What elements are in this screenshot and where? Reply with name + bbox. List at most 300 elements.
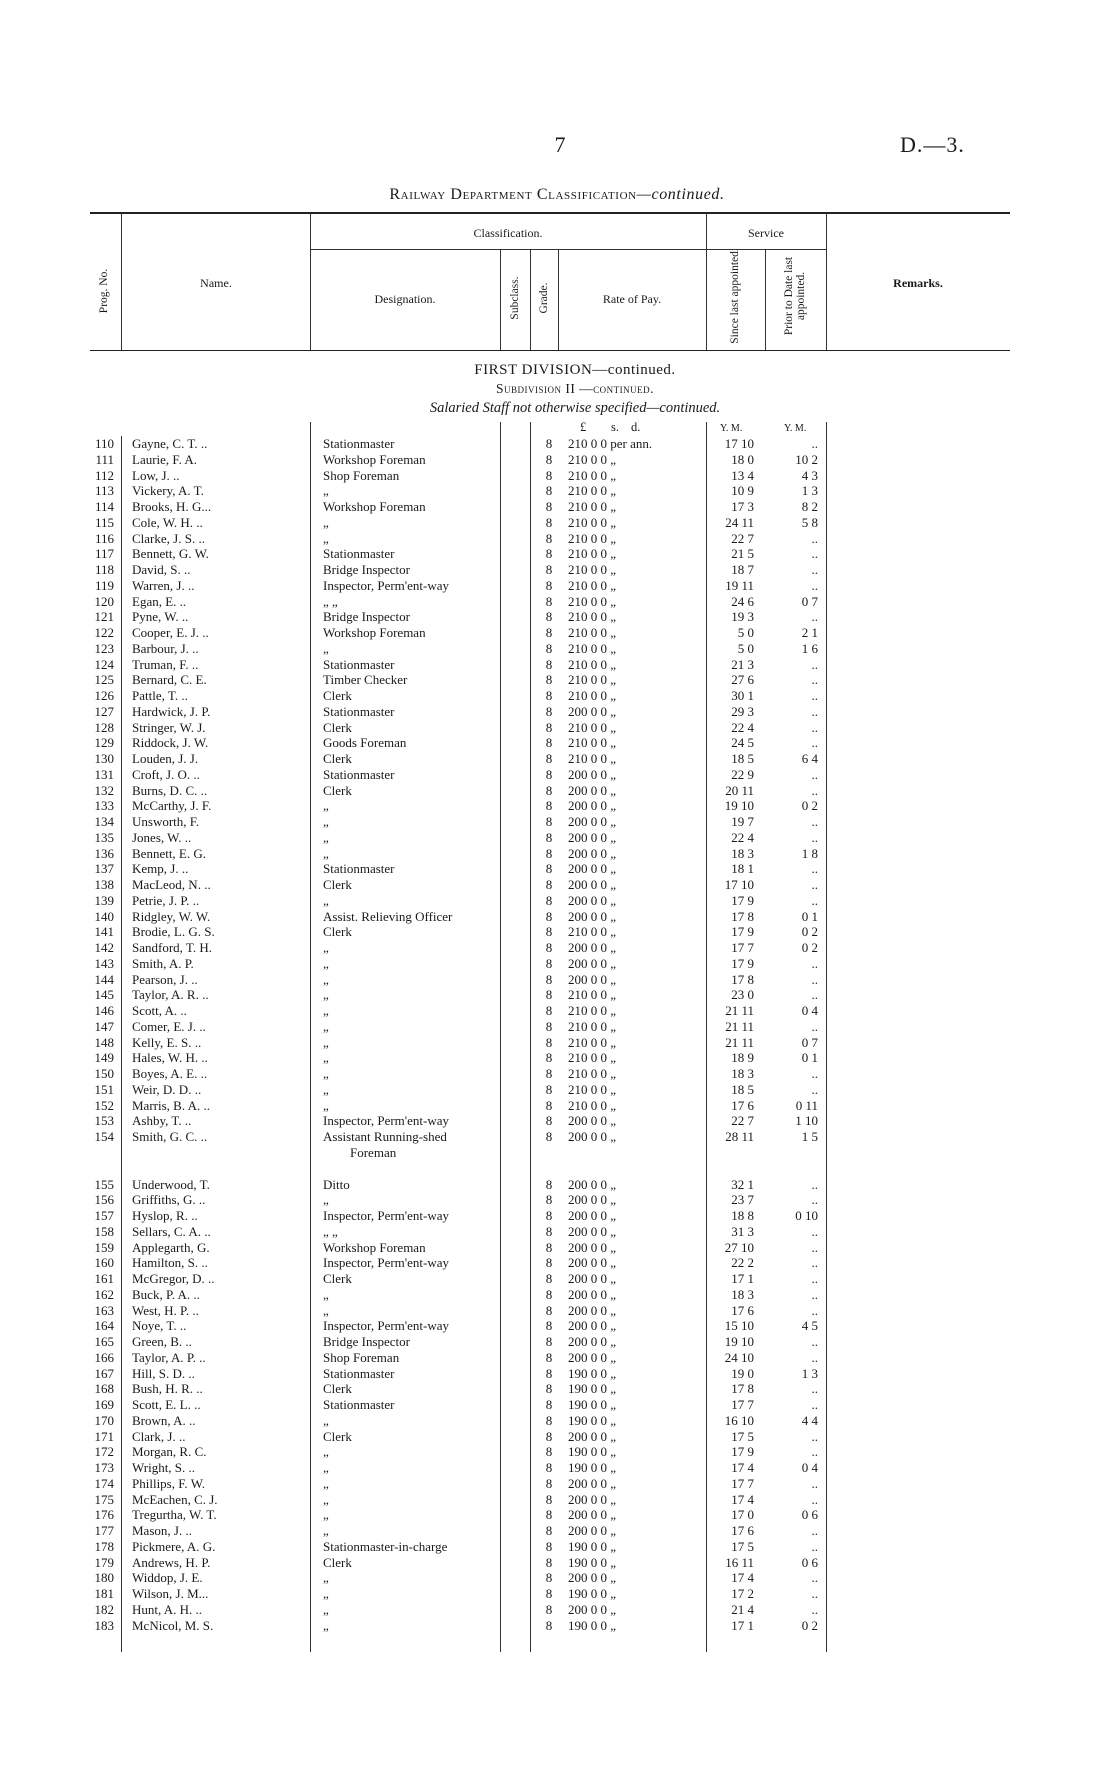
rate-of-pay-cell: 200 0 0 „ xyxy=(568,1318,617,1334)
grade-cell: 8 xyxy=(545,609,553,625)
table-row xyxy=(0,1019,1114,1035)
since-last-appointed-cell: 32 1 xyxy=(731,1176,754,1192)
prior-to-date-cell: 0 2 xyxy=(801,798,818,814)
name-cell: Bennett, E. G. xyxy=(132,845,207,861)
designation-cell: „ xyxy=(323,971,329,987)
table-row xyxy=(0,1003,1114,1019)
prog-no-cell: 153 xyxy=(94,1113,114,1129)
rate-of-pay-cell: 200 0 0 „ xyxy=(568,955,617,971)
since-last-appointed-cell: 17 4 xyxy=(731,1460,754,1475)
name-cell: Stringer, W. J. xyxy=(132,719,206,735)
prior-to-date-cell: .. xyxy=(811,719,818,735)
table-row xyxy=(0,1350,1114,1366)
table-row xyxy=(0,1208,1114,1224)
name-cell: Low, J. .. xyxy=(132,467,180,483)
table-row xyxy=(0,1476,1114,1492)
grade-cell: 8 xyxy=(545,1460,553,1475)
grade-cell: 8 xyxy=(545,1239,553,1255)
name-cell: Smith, A. P. xyxy=(132,955,194,971)
grade-cell: 8 xyxy=(545,1617,553,1633)
table-row xyxy=(0,562,1114,578)
name-cell: McNicol, M. S. xyxy=(132,1617,214,1633)
rate-of-pay-cell: 190 0 0 „ xyxy=(568,1397,617,1412)
prior-to-date-cell: .. xyxy=(811,1601,818,1617)
prog-no-cell: 149 xyxy=(94,1050,114,1066)
prior-to-date-cell: .. xyxy=(811,1255,818,1271)
prior-to-date-cell: .. xyxy=(811,877,818,892)
grade-cell: 8 xyxy=(545,640,553,656)
designation-cell: Assist. Relieving Officer xyxy=(323,908,453,924)
prior-to-date-cell: 4 5 xyxy=(801,1318,818,1334)
grade-cell: 8 xyxy=(545,1271,553,1286)
rate-of-pay-cell: 210 0 0 „ xyxy=(568,483,617,499)
designation-cell: Stationmaster xyxy=(323,436,395,451)
designation-cell: „ xyxy=(323,829,329,845)
since-last-appointed-cell: 22 4 xyxy=(731,829,754,845)
grade-cell: 8 xyxy=(545,1192,553,1208)
table-row xyxy=(0,1334,1114,1350)
prog-no-cell: 167 xyxy=(94,1365,114,1381)
designation-cell: Assistant Running-shed xyxy=(323,1129,447,1144)
table-row xyxy=(0,940,1114,956)
grade-cell: 8 xyxy=(545,1570,553,1586)
name-cell: Croft, J. O. .. xyxy=(132,766,200,782)
since-last-appointed-cell: 31 3 xyxy=(731,1223,754,1239)
table-row xyxy=(0,1240,1114,1256)
grade-cell: 8 xyxy=(545,1081,553,1097)
designation-continuation-cell: Foreman xyxy=(350,1144,397,1160)
unit-prior-ym: Y. M. xyxy=(784,423,807,434)
table-row xyxy=(0,578,1114,594)
rate-of-pay-cell: 190 0 0 „ xyxy=(568,1365,617,1381)
prior-to-date-cell: .. xyxy=(811,1066,818,1081)
table-row xyxy=(0,1066,1114,1082)
designation-cell: Clerk xyxy=(323,924,352,940)
name-cell: Hardwick, J. P. xyxy=(132,703,211,719)
name-cell: Pickmere, A. G. xyxy=(132,1538,216,1554)
rate-of-pay-cell: 200 0 0 „ xyxy=(568,1428,617,1444)
since-last-appointed-cell: 17 6 xyxy=(731,1097,754,1113)
table-row xyxy=(0,783,1114,799)
unit-pounds: £ xyxy=(580,420,587,434)
grade-cell: 8 xyxy=(545,1066,553,1081)
prog-no-cell: 159 xyxy=(94,1239,114,1255)
since-last-appointed-cell: 17 9 xyxy=(731,892,754,908)
name-cell: Noye, T. .. xyxy=(132,1318,187,1334)
since-last-appointed-cell: 18 1 xyxy=(731,861,754,877)
designation-cell: „ xyxy=(323,1097,329,1113)
grade-cell: 8 xyxy=(545,924,553,940)
grade-cell: 8 xyxy=(545,1586,553,1601)
unit-since-ym: Y. M. xyxy=(720,423,743,434)
prior-to-date-cell: .. xyxy=(811,1192,818,1208)
name-cell: Morgan, R. C. xyxy=(132,1444,207,1460)
name-cell: Weir, D. D. .. xyxy=(132,1081,202,1097)
since-last-appointed-cell: 17 0 xyxy=(731,1507,754,1523)
section-staff-text: Salaried Staff not otherwise specified—continued. xyxy=(429,400,721,416)
grade-cell: 8 xyxy=(545,1444,553,1460)
prior-to-date-cell: .. xyxy=(811,1302,818,1318)
prog-no-cell: 177 xyxy=(94,1523,114,1538)
grade-cell: 8 xyxy=(545,1034,553,1050)
designation-cell: Clerk xyxy=(323,719,352,735)
name-cell: Cole, W. H. .. xyxy=(132,514,203,530)
name-cell: Barbour, J. .. xyxy=(132,640,199,656)
name-cell: David, S. .. xyxy=(132,562,191,577)
since-last-appointed-cell: 28 11 xyxy=(725,1129,754,1144)
grade-cell: 8 xyxy=(545,1176,553,1192)
grade-cell: 8 xyxy=(545,436,553,451)
name-cell: Riddock, J. W. xyxy=(132,735,209,751)
table-row xyxy=(0,625,1114,641)
name-cell: Widdop, J. E. xyxy=(132,1570,203,1586)
since-last-appointed-cell: 17 7 xyxy=(731,1397,754,1412)
designation-cell: „ xyxy=(323,530,329,546)
grade-cell: 8 xyxy=(545,940,553,955)
table-row xyxy=(0,924,1114,940)
grade-cell: 8 xyxy=(545,1334,553,1349)
rate-of-pay-cell: 200 0 0 „ xyxy=(568,829,617,845)
since-last-appointed-cell: 18 0 xyxy=(731,451,754,467)
rate-of-pay-cell: 190 0 0 „ xyxy=(568,1538,617,1554)
prog-no-cell: 152 xyxy=(94,1097,114,1113)
since-last-appointed-cell: 17 3 xyxy=(731,499,754,514)
name-cell: Egan, E. .. xyxy=(132,593,187,609)
grade-cell: 8 xyxy=(545,625,553,640)
rate-of-pay-cell: 210 0 0 „ xyxy=(568,625,617,640)
grade-cell: 8 xyxy=(545,892,553,908)
rate-of-pay-cell: 200 0 0 „ xyxy=(568,1334,617,1349)
table-row xyxy=(0,987,1114,1003)
grade-cell: 8 xyxy=(545,1601,553,1617)
table-row xyxy=(0,1602,1114,1618)
grade-cell: 8 xyxy=(545,672,553,688)
name-cell: Buck, P. A. .. xyxy=(132,1286,200,1302)
unit-shillings: s. xyxy=(611,420,619,434)
since-last-appointed-cell: 20 11 xyxy=(725,782,754,798)
prior-to-date-cell: .. xyxy=(811,703,818,719)
prog-no-cell: 138 xyxy=(94,877,114,892)
since-last-appointed-cell: 17 5 xyxy=(731,1428,754,1444)
name-cell: Pearson, J. .. xyxy=(132,971,198,987)
since-last-appointed-cell: 17 2 xyxy=(731,1586,754,1601)
since-last-appointed-cell: 17 7 xyxy=(731,1475,754,1491)
table-row xyxy=(0,972,1114,988)
table-row xyxy=(0,1381,1114,1397)
prog-no-cell: 127 xyxy=(94,703,114,719)
rate-of-pay-cell: 210 0 0 „ xyxy=(568,593,617,609)
designation-cell: Stationmaster xyxy=(323,546,395,562)
prior-to-date-cell: 0 11 xyxy=(795,1097,818,1113)
prog-no-cell: 169 xyxy=(94,1397,114,1412)
grade-cell: 8 xyxy=(545,467,553,483)
rate-of-pay-cell: 210 0 0 „ xyxy=(568,530,617,546)
name-cell: Vickery, A. T. xyxy=(132,483,204,499)
rate-of-pay-cell: 210 0 0 „ xyxy=(568,924,617,940)
designation-cell: Clerk xyxy=(323,688,352,703)
since-last-appointed-cell: 23 0 xyxy=(731,987,754,1003)
since-last-appointed-cell: 17 4 xyxy=(731,1491,754,1507)
prior-to-date-cell: .. xyxy=(811,672,818,688)
grade-cell: 8 xyxy=(545,1507,553,1523)
prog-no-cell: 112 xyxy=(94,467,114,483)
name-cell: Laurie, F. A. xyxy=(132,451,198,467)
table-row xyxy=(0,1192,1114,1208)
name-cell: Ashby, T. .. xyxy=(132,1113,192,1129)
since-last-appointed-cell: 18 9 xyxy=(731,1050,754,1066)
rate-of-pay-cell: 200 0 0 „ xyxy=(568,814,617,829)
name-cell: Sellars, C. A. .. xyxy=(132,1223,211,1239)
since-last-appointed-cell: 19 10 xyxy=(724,798,754,814)
prog-no-cell: 116 xyxy=(94,530,114,546)
table-row-continuation xyxy=(0,1145,1114,1161)
name-cell: Bush, H. R. .. xyxy=(132,1381,203,1397)
designation-cell: Clerk xyxy=(323,1271,352,1286)
grade-cell: 8 xyxy=(545,1491,553,1507)
since-last-appointed-cell: 21 11 xyxy=(725,1018,754,1034)
prior-to-date-cell: 1 8 xyxy=(801,845,818,861)
since-last-appointed-cell: 18 3 xyxy=(731,1286,754,1302)
since-last-appointed-cell: 18 7 xyxy=(731,562,754,577)
prog-no-cell: 175 xyxy=(94,1491,114,1507)
name-cell: Kelly, E. S. .. xyxy=(132,1034,202,1050)
since-last-appointed-cell: 21 3 xyxy=(731,656,754,672)
prog-no-cell: 123 xyxy=(94,640,114,656)
rate-of-pay-cell: 210 0 0 „ xyxy=(568,1066,617,1081)
prog-no-cell: 156 xyxy=(94,1192,114,1208)
table-row xyxy=(0,1035,1114,1051)
table-row xyxy=(0,1507,1114,1523)
name-cell: Applegarth, G. xyxy=(132,1239,210,1255)
page-number: 7 xyxy=(554,132,566,157)
designation-cell: Inspector, Perm'ent-way xyxy=(323,1318,450,1334)
prog-no-cell: 126 xyxy=(94,688,114,703)
since-last-appointed-cell: 22 9 xyxy=(731,766,754,782)
grade-cell: 8 xyxy=(545,845,553,861)
designation-cell: „ xyxy=(323,1050,329,1066)
designation-cell: „ xyxy=(323,1507,329,1523)
designation-cell: „ xyxy=(323,1302,329,1318)
prior-to-date-cell: .. xyxy=(811,530,818,546)
prog-no-cell: 176 xyxy=(94,1507,114,1523)
prog-no-cell: 136 xyxy=(94,845,114,861)
since-last-appointed-cell: 17 8 xyxy=(731,971,754,987)
header-name: Name. xyxy=(200,276,232,290)
prior-to-date-cell: .. xyxy=(811,892,818,908)
table-row xyxy=(0,1082,1114,1098)
prog-no-cell: 166 xyxy=(94,1349,114,1365)
prog-no-cell: 125 xyxy=(94,672,114,688)
prog-no-cell: 130 xyxy=(94,751,114,766)
prior-to-date-cell: .. xyxy=(811,1271,818,1286)
designation-cell: „ „ xyxy=(323,1223,338,1239)
prog-no-cell: 178 xyxy=(94,1538,114,1554)
prior-to-date-cell: .. xyxy=(811,562,818,577)
grade-cell: 8 xyxy=(545,688,553,703)
prior-to-date-cell: 0 4 xyxy=(801,1460,818,1475)
rate-of-pay-cell: 200 0 0 „ xyxy=(568,1271,617,1286)
prog-no-cell: 160 xyxy=(94,1255,114,1271)
since-last-appointed-cell: 13 4 xyxy=(731,467,754,483)
designation-cell: Timber Checker xyxy=(323,672,408,688)
rate-of-pay-cell: 200 0 0 „ xyxy=(568,1113,617,1129)
designation-cell: „ xyxy=(323,940,329,955)
table-row xyxy=(0,546,1114,562)
rate-of-pay-cell: 200 0 0 „ xyxy=(568,1302,617,1318)
prog-no-cell: 132 xyxy=(94,782,114,798)
name-cell: McCarthy, J. F. xyxy=(132,798,212,814)
name-cell: Pyne, W. .. xyxy=(132,609,189,625)
name-cell: Sandford, T. H. xyxy=(132,940,213,955)
prior-to-date-cell: .. xyxy=(811,1381,818,1397)
name-cell: Warren, J. .. xyxy=(132,577,195,593)
designation-cell: Stationmaster xyxy=(323,766,395,782)
table-row xyxy=(0,767,1114,783)
designation-cell: „ xyxy=(323,1601,329,1617)
designation-cell: „ xyxy=(323,845,329,861)
prog-no-cell: 129 xyxy=(94,735,114,751)
since-last-appointed-cell: 16 11 xyxy=(725,1554,754,1570)
prog-no-cell: 146 xyxy=(94,1003,114,1018)
prog-no-cell: 133 xyxy=(94,798,114,814)
rate-of-pay-cell: 200 0 0 „ xyxy=(568,1523,617,1538)
table-row xyxy=(0,1271,1114,1287)
rate-of-pay-cell: 200 0 0 „ xyxy=(568,1507,617,1523)
prog-no-cell: 181 xyxy=(94,1586,114,1601)
header-bottom-rule xyxy=(90,350,1010,351)
prior-to-date-cell: .. xyxy=(811,1428,818,1444)
service-underline xyxy=(706,249,826,250)
prog-no-cell: 111 xyxy=(95,451,114,467)
name-cell: McEachen, C. J. xyxy=(132,1491,218,1507)
table-row xyxy=(0,956,1114,972)
name-cell: Mason, J. .. xyxy=(132,1523,192,1538)
table-row xyxy=(0,735,1114,751)
rate-of-pay-cell: 210 0 0 „ xyxy=(568,640,617,656)
name-cell: Marris, B. A. .. xyxy=(132,1097,210,1113)
prior-to-date-cell: 4 3 xyxy=(801,467,818,483)
prior-to-date-cell: .. xyxy=(811,656,818,672)
prog-no-cell: 110 xyxy=(94,436,114,451)
designation-cell: „ xyxy=(323,798,329,814)
designation-cell: Goods Foreman xyxy=(323,735,407,751)
prior-to-date-cell: .. xyxy=(811,1349,818,1365)
grade-cell: 8 xyxy=(545,1097,553,1113)
prog-no-cell: 155 xyxy=(94,1176,114,1192)
grade-cell: 8 xyxy=(545,593,553,609)
prog-no-cell: 137 xyxy=(94,861,114,877)
since-last-appointed-cell: 27 10 xyxy=(724,1239,754,1255)
name-cell: Hunt, A. H. .. xyxy=(132,1601,203,1617)
prog-no-cell: 141 xyxy=(94,924,114,940)
table-row xyxy=(0,1570,1114,1586)
since-last-appointed-cell: 18 5 xyxy=(731,751,754,766)
rate-of-pay-cell: 210 0 0 „ xyxy=(568,656,617,672)
prior-to-date-cell: .. xyxy=(811,987,818,1003)
name-cell: Cooper, E. J. .. xyxy=(132,625,209,640)
table-row xyxy=(0,468,1114,484)
prior-to-date-cell: 0 6 xyxy=(801,1507,818,1523)
since-last-appointed-cell: 21 11 xyxy=(725,1003,754,1018)
header-subclass: Subclass. xyxy=(509,276,521,320)
rate-of-pay-cell: 200 0 0 „ xyxy=(568,782,617,798)
since-last-appointed-cell: 17 5 xyxy=(731,1538,754,1554)
name-cell: Bennett, G. W. xyxy=(132,546,209,562)
name-cell: Scott, A. .. xyxy=(132,1003,187,1018)
grade-cell: 8 xyxy=(545,766,553,782)
header-grade: Grade. xyxy=(538,282,550,314)
grade-cell: 8 xyxy=(545,499,553,514)
prog-no-cell: 131 xyxy=(94,766,114,782)
prog-no-cell: 171 xyxy=(94,1428,114,1444)
table-row xyxy=(0,657,1114,673)
designation-cell: „ xyxy=(323,1475,329,1491)
since-last-appointed-cell: 24 10 xyxy=(724,1349,754,1365)
designation-cell: Stationmaster xyxy=(323,1397,395,1412)
designation-cell: „ xyxy=(323,640,329,656)
prior-to-date-cell: 0 2 xyxy=(801,940,818,955)
prior-to-date-cell: .. xyxy=(811,1570,818,1586)
rate-of-pay-cell: 210 0 0 „ xyxy=(568,1097,617,1113)
table-row xyxy=(0,1586,1114,1602)
table-row xyxy=(0,452,1114,468)
name-cell: Bernard, C. E. xyxy=(132,672,207,688)
rate-of-pay-cell: 210 0 0 „ xyxy=(568,1018,617,1034)
prior-to-date-cell: 0 2 xyxy=(801,924,818,940)
grade-cell: 8 xyxy=(545,908,553,924)
since-last-appointed-cell: 5 0 xyxy=(737,640,754,656)
rate-of-pay-cell: 200 0 0 „ xyxy=(568,908,617,924)
prior-to-date-cell: 0 2 xyxy=(801,1617,818,1633)
col-divider-subclass xyxy=(530,250,531,350)
table-row xyxy=(0,688,1114,704)
since-last-appointed-cell: 29 3 xyxy=(731,703,754,719)
designation-cell: „ xyxy=(323,1192,329,1208)
name-cell: Brooks, H. G... xyxy=(132,499,212,514)
designation-cell: „ „ xyxy=(323,593,338,609)
table-row xyxy=(0,1318,1114,1334)
table-row xyxy=(0,1177,1114,1193)
designation-cell: Clerk xyxy=(323,877,352,892)
prog-no-cell: 150 xyxy=(94,1066,114,1081)
name-cell: Hill, S. D. .. xyxy=(132,1365,195,1381)
grade-cell: 8 xyxy=(545,703,553,719)
grade-cell: 8 xyxy=(545,562,553,577)
rate-of-pay-cell: 200 0 0 „ xyxy=(568,1601,617,1617)
rate-of-pay-cell: 210 0 0 „ xyxy=(568,577,617,593)
name-cell: Pattle, T. .. xyxy=(132,688,188,703)
rate-of-pay-cell: 200 0 0 „ xyxy=(568,940,617,955)
designation-cell: Inspector, Perm'ent-way xyxy=(323,577,450,593)
grade-cell: 8 xyxy=(545,656,553,672)
rate-of-pay-cell: 200 0 0 „ xyxy=(568,1223,617,1239)
since-last-appointed-cell: 17 9 xyxy=(731,955,754,971)
rate-of-pay-cell: 200 0 0 „ xyxy=(568,1491,617,1507)
prior-to-date-cell: 2 1 xyxy=(801,625,818,640)
name-cell: Hyslop, R. .. xyxy=(132,1208,198,1223)
prior-to-date-cell: 0 1 xyxy=(801,908,818,924)
designation-cell: Shop Foreman xyxy=(323,1349,400,1365)
prog-no-cell: 145 xyxy=(94,987,114,1003)
since-last-appointed-cell: 18 5 xyxy=(731,1081,754,1097)
prog-no-cell: 142 xyxy=(94,940,114,955)
table-row xyxy=(0,720,1114,736)
prog-no-cell: 158 xyxy=(94,1223,114,1239)
classification-underline xyxy=(310,249,706,250)
prior-to-date-cell: 0 10 xyxy=(795,1208,818,1223)
name-cell: Phillips, F. W. xyxy=(132,1475,206,1491)
designation-cell: „ xyxy=(323,514,329,530)
